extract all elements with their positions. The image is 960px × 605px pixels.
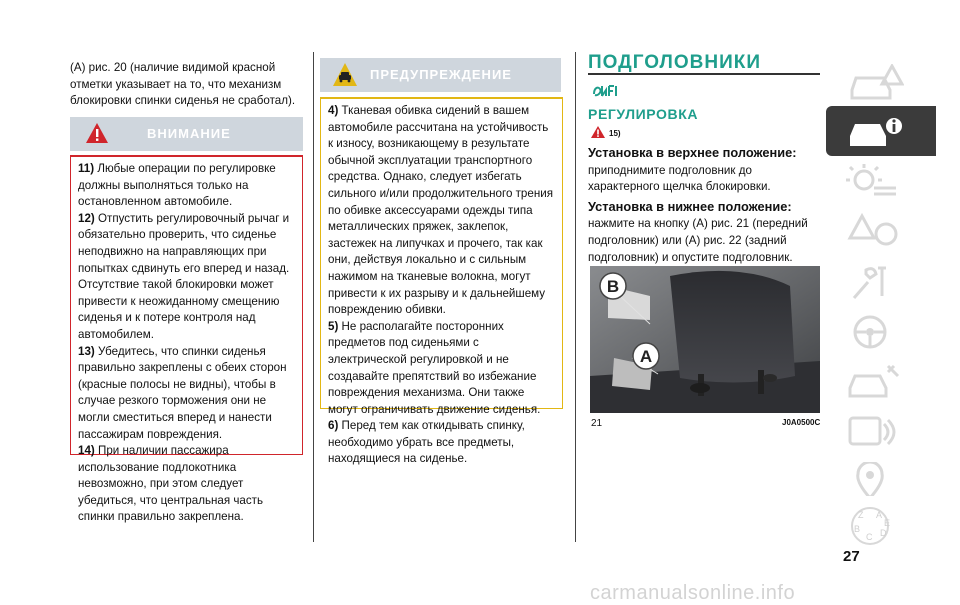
reference-note: 15) <box>609 129 621 138</box>
intro-text: (А) рис. 20 (наличие видимой красной отметки указывает на то, что механизм блокировки спинки сиденья не сработал). <box>70 61 296 108</box>
headrest-figure <box>590 266 820 413</box>
section-title: ПОДГОЛОВНИКИ <box>588 52 762 73</box>
warning-title: ПРЕДУПРЕЖДЕНИЕ <box>370 67 512 82</box>
svg-text:B: B <box>854 524 861 534</box>
adjustment-instructions: Установка в верхнее положение: приподнимите подголовник до характерного щелчка блокировки. Установка в нижнее положение: нажмите на кнопку (А) рис. 21 (передний подголовник) или (А) рис. 22 (задний подголовник) и опустите подголовник. <box>588 145 808 264</box>
column-divider <box>575 52 576 542</box>
tab-steering[interactable] <box>826 306 936 356</box>
column-divider <box>313 52 314 542</box>
up-position-text: приподнимите подголовник до характерного щелчка блокировки. <box>588 163 771 194</box>
alphabet-index-icon <box>844 502 904 548</box>
attention-item: 12) Отпустить регулировочный рычаг и обязательно проверить, что сиденье неподвижно на направляющих при попытках сдвинуть его вперед и назад. Отсутствие такой блокировки может привести к неожиданному смещению сиденья и к потере контроля над автомобилем. <box>78 211 290 341</box>
warning-box <box>320 97 563 466</box>
subsection-title: РЕГУЛИРОВКА <box>588 106 699 122</box>
svg-text:E: E <box>884 518 891 528</box>
svg-text:D: D <box>880 528 887 538</box>
tab-lights[interactable] <box>826 156 936 206</box>
warning-triangle-icon <box>590 125 606 139</box>
up-position-heading: Установка в верхнее положение <box>588 145 793 160</box>
media-icon <box>844 412 904 452</box>
warning-item: 5) Не располагайте посторонних предметов под сиденьями с электрической регулировкой и не создавайте препятствий во избежание повреждения механизма. Они также могут ограничивать движение сиденья. <box>328 319 541 416</box>
figure-code: J0A0500C <box>782 418 821 427</box>
attention-header <box>70 117 303 151</box>
figure-label-b: B <box>606 277 620 296</box>
watermark: carmanualsonline.info <box>590 582 796 604</box>
warning-item: 6) Перед тем как откидывать спинку, необходимо убрать все предметы, находящиеся на сиденье. <box>328 419 525 466</box>
tab-dashboard[interactable] <box>826 206 936 256</box>
svg-text:C: C <box>866 532 873 542</box>
warning-item: 4) Тканевая обивка сидений в вашем автомобиле рассчитана на устойчивость к износу, возникающему в результате обычной эксплуатации транспортного средства. Однако, следует избегать сильного и/или продолжительного трения по обивке аксессуарами одежды типа металлических пряжек, заклепок, застежек на липучках и прочего, так как они, действуя локально и с сильным нажимом на тканевые волокна, могут привести к их разрыву и к дальнейшему повреждению обивки. <box>328 104 553 317</box>
attention-title: ВНИМАНИЕ <box>147 126 231 141</box>
down-position-text: нажмите на кнопку (А) рис. 21 (передний подголовник) или (А) рис. 22 (задний подголовник) и опустите подголовник. <box>588 217 808 264</box>
figure-number: 21 <box>591 418 603 429</box>
figure-label-a: A <box>639 347 653 366</box>
tools-icon <box>844 262 904 302</box>
tab-car-info[interactable] <box>826 106 936 156</box>
car-skid-warning-icon <box>332 62 358 88</box>
warning-triangle-icon <box>84 121 110 145</box>
tab-car-warning[interactable] <box>826 58 936 108</box>
headrest-photo <box>590 266 820 413</box>
attention-item: 13) Убедитесь, что спинки сиденья правильно закреплены с обеих сторон (красные полосы не видны), чтобы в случае резкого торможения они не могли сместиться вперед и нанести пассажирам повреждения. <box>78 344 287 441</box>
car-warning-icon <box>844 64 904 104</box>
tab-media[interactable] <box>826 406 936 456</box>
svg-text:Z: Z <box>858 510 864 520</box>
edition-mark-icon <box>592 80 618 100</box>
tab-index[interactable] <box>826 496 936 546</box>
warning-header <box>320 58 561 92</box>
down-position-heading: Установка в нижнее положение <box>588 198 788 214</box>
attention-item: 11) Любые операции по регулировке должны выполняться только на остановленном автомобиле. <box>78 162 276 209</box>
car-repair-icon <box>844 362 904 402</box>
svg-text:A: A <box>876 510 883 520</box>
tab-car-repair[interactable] <box>826 356 936 406</box>
page-number: 27 <box>843 548 860 565</box>
tab-tools[interactable] <box>826 256 936 306</box>
attention-box <box>70 155 303 524</box>
sun-lights-icon <box>844 162 904 202</box>
attention-item: 14) При наличии пассажира использование подлокотника невозможно, при этом следует убедиться, что центральная часть спинки правильно закреплена. <box>78 444 263 524</box>
steering-wheel-icon <box>844 312 904 352</box>
section-rule <box>588 73 820 75</box>
dashboard-warning-icon <box>844 212 904 252</box>
car-info-icon <box>844 112 904 152</box>
